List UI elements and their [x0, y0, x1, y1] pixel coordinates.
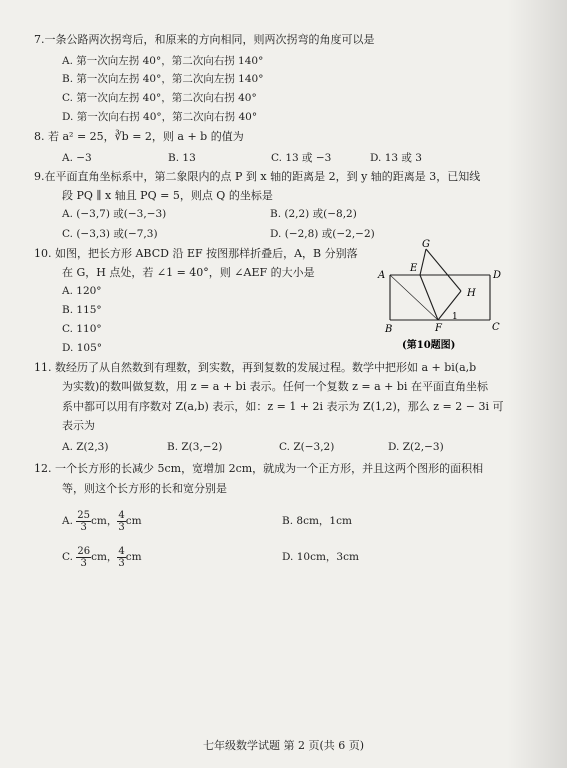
- q12-a-u2: cm: [125, 515, 142, 527]
- q11-option-b: B. Z(3,−2): [167, 441, 223, 453]
- q7-option-b: B. 第一次向左拐 40°，第二次向左拐 140°: [62, 73, 264, 85]
- label-e: E: [410, 263, 418, 274]
- q12-a-label: A.: [62, 515, 73, 527]
- q10-stem-line2: 在 G，H 点处，若 ∠1 = 40°，则 ∠AEF 的大小是: [62, 266, 315, 279]
- q12-c-u1: cm，: [91, 551, 118, 563]
- q11-line2: 为实数)的数叫做复数，用 z = a + bi 表示。任何一个复数 z = a + bi 在平面直角坐标: [62, 380, 488, 393]
- label-b: B: [385, 324, 393, 335]
- q12-c-frac1: [76, 546, 91, 569]
- q10-option-d: D. 105°: [62, 342, 103, 354]
- q9-option-c: C. (−3,3) 或(−7,3): [62, 228, 158, 240]
- q10-option-a: A. 120°: [62, 285, 102, 297]
- label-f: F: [435, 323, 442, 334]
- q11-line1: 11. 数经历了从自然数到有理数，到实数，再到复数的发展过程。数学中把形如 a + bi(a,b: [34, 361, 477, 374]
- q11-option-d: D. Z(2,−3): [388, 441, 444, 453]
- q8-option-c: C. 13 或 −3: [271, 152, 332, 164]
- q9-stem-line1: 9.在平面直角坐标系中，第二象限内的点 P 到 x 轴的距离是 2，到 y 轴的距离是 3，已知线: [34, 170, 481, 183]
- q12-option-a: [62, 508, 142, 534]
- page-footer: 七年级数学试题 第 2 页(共 6 页): [202, 739, 365, 752]
- q12-line2: 等，则这个长方形的长和宽分别是: [62, 482, 227, 495]
- label-a: A: [378, 270, 386, 281]
- q11-option-a: A. Z(2,3): [62, 441, 109, 453]
- q7-option-c: C. 第一次向左拐 40°，第二次向右拐 40°: [62, 92, 257, 104]
- label-h: H: [467, 288, 476, 299]
- q12-c-frac2: [117, 546, 125, 569]
- q12-c-d1: 3: [80, 557, 87, 569]
- q12-a-d1: 3: [80, 521, 87, 533]
- q11-option-c: C. Z(−3,2): [279, 441, 335, 453]
- label-d: D: [493, 270, 502, 281]
- q7-option-d: D. 第一次向右拐 40°，第二次向右拐 40°: [62, 111, 258, 123]
- q12-c-u2: cm: [125, 551, 142, 563]
- q12-a-n2: 4: [118, 509, 125, 521]
- q7-stem: 7.一条公路两次拐弯后，和原来的方向相同，则两次拐弯的角度可以是: [34, 33, 375, 46]
- q8-stem: 8. 若 a² = 25，∛b = 2，则 a + b 的值为: [34, 130, 244, 143]
- q12-option-d: D. 10cm，3cm: [282, 551, 359, 563]
- q8-option-d: D. 13 或 3: [370, 152, 422, 164]
- q10-figure: [372, 238, 512, 353]
- q12-a-n1: 25: [77, 509, 90, 521]
- q11-line4: 表示为: [62, 419, 95, 432]
- q10-option-c: C. 110°: [62, 323, 102, 335]
- q12-a-frac2: [117, 510, 125, 533]
- label-angle-1: 1: [452, 312, 458, 322]
- q11-line3: 系中都可以用有序数对 Z(a,b) 表示，如：z = 1 + 2i 表示为 Z(1,2)，那么 z = 2 − 3i 可: [62, 400, 504, 413]
- q12-option-b: B. 8cm，1cm: [282, 515, 352, 527]
- label-c: C: [492, 322, 500, 333]
- q7-option-a: A. 第一次向左拐 40°，第二次向右拐 140°: [62, 55, 264, 67]
- q12-c-n2: 4: [118, 545, 125, 557]
- q10-stem-line1: 10. 如图，把长方形 ABCD 沿 EF 按图那样折叠后，A，B 分别落: [34, 247, 358, 260]
- q12-a-u1: cm，: [91, 515, 118, 527]
- q9-option-d: D. (−2,8) 或(−2,−2): [270, 228, 375, 240]
- q12-line1: 12. 一个长方形的长减少 5cm，宽增加 2cm，就成为一个正方形，并且这两个图形的面积相: [34, 462, 484, 475]
- page-shadow: [507, 0, 567, 768]
- q12-a-d2: 3: [118, 521, 125, 533]
- q8-option-b: B. 13: [168, 152, 196, 164]
- q12-c-label: C.: [62, 551, 73, 563]
- q12-a-frac1: [76, 510, 91, 533]
- figure-caption: (第10题图): [402, 340, 456, 351]
- q10-option-b: B. 115°: [62, 304, 102, 316]
- q9-option-a: A. (−3,7) 或(−3,−3): [62, 208, 167, 220]
- q12-c-d2: 3: [118, 557, 125, 569]
- label-g: G: [422, 239, 430, 250]
- q9-stem-line2: 段 PQ ∥ x 轴且 PQ = 5，则点 Q 的坐标是: [62, 189, 273, 202]
- q12-option-c: [62, 544, 142, 570]
- q12-c-n1: 26: [77, 545, 91, 557]
- q8-option-a: A. −3: [62, 152, 92, 164]
- q9-option-b: B. (2,2) 或(−8,2): [270, 208, 357, 220]
